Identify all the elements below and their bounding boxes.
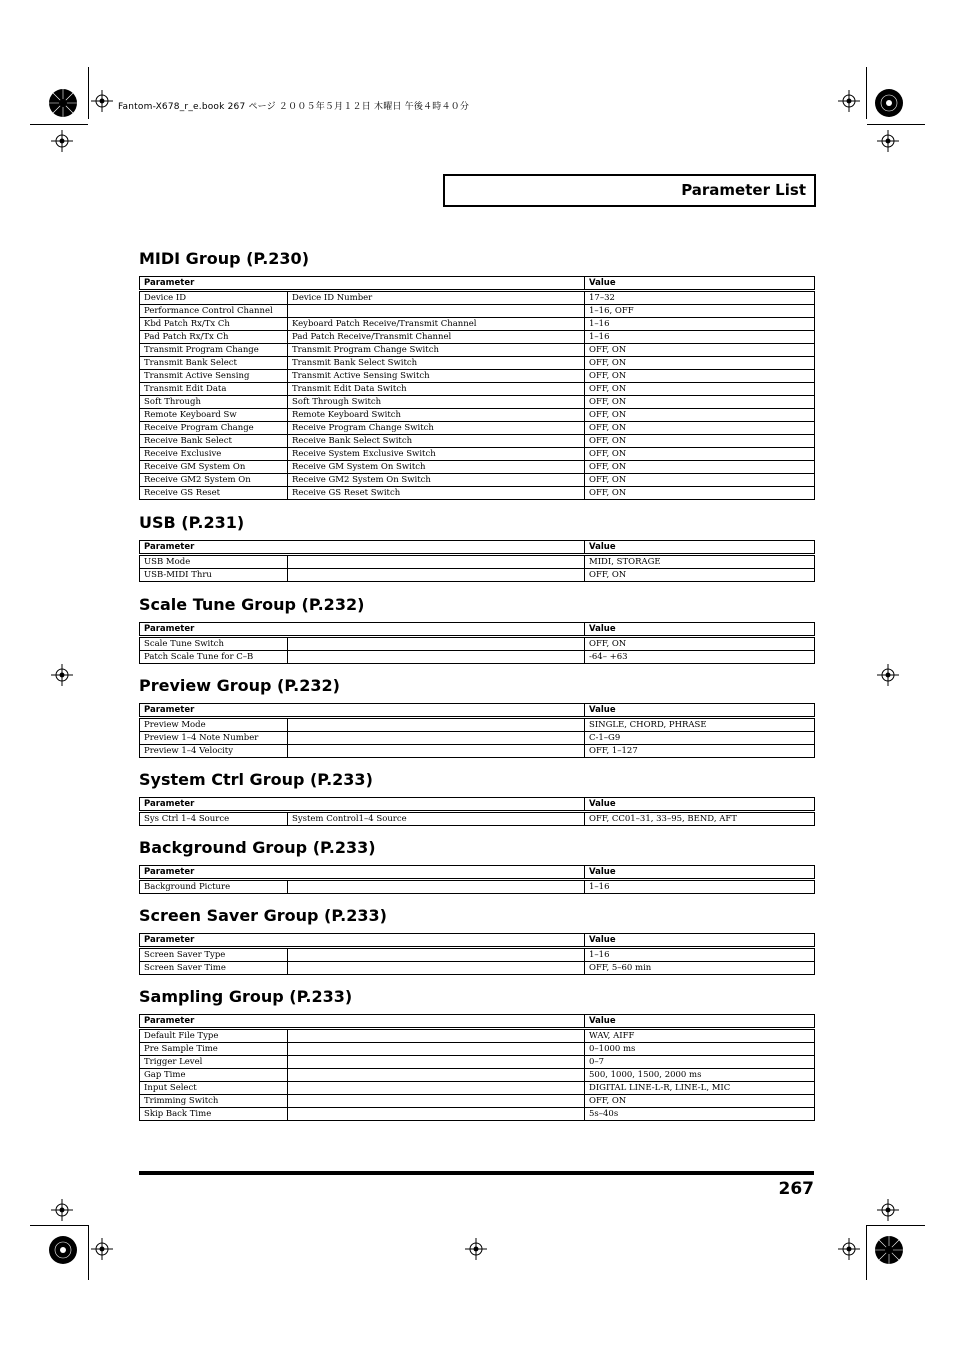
table-row <box>140 1056 815 1069</box>
column-header-parameter: Parameter <box>140 623 288 637</box>
parameter-value-cell: OFF, ON <box>585 357 815 370</box>
screen-saver-parameter-table <box>139 933 815 975</box>
table-row <box>140 448 815 461</box>
table-row <box>140 948 815 962</box>
parameter-description-cell: Receive Bank Select Switch <box>288 435 585 448</box>
parameter-name-cell: Preview 1–4 Note Number <box>140 732 288 745</box>
table-row <box>140 637 815 651</box>
parameter-name-cell: Receive GS Reset <box>140 487 288 500</box>
parameter-description-cell <box>288 651 585 664</box>
column-header-value: Value <box>585 623 815 637</box>
table-row <box>140 383 815 396</box>
table-row <box>140 370 815 383</box>
parameter-name-cell: Remote Keyboard Sw <box>140 409 288 422</box>
parameter-value-cell: 1–16 <box>585 318 815 331</box>
parameter-name-cell: Skip Back Time <box>140 1108 288 1121</box>
sampling-parameter-table <box>139 1014 815 1121</box>
table-row <box>140 305 815 318</box>
parameter-value-cell: 0–1000 ms <box>585 1043 815 1056</box>
parameter-name-cell: Screen Saver Time <box>140 962 288 975</box>
parameter-value-cell: MIDI, STORAGE <box>585 555 815 569</box>
parameter-value-cell: OFF, ON <box>585 474 815 487</box>
parameter-description-cell: Soft Through Switch <box>288 396 585 409</box>
parameter-value-cell: 0–7 <box>585 1056 815 1069</box>
column-header-value: Value <box>585 934 815 948</box>
parameter-description-cell: Receive GM System On Switch <box>288 461 585 474</box>
table-row <box>140 461 815 474</box>
parameter-name-cell: Pad Patch Rx/Tx Ch <box>140 331 288 344</box>
registration-mark-icon <box>877 1199 899 1221</box>
parameter-value-cell: OFF, CC01–31, 33–95, BEND, AFT <box>585 812 815 826</box>
parameter-value-cell: OFF, ON <box>585 344 815 357</box>
parameter-description-cell: Device ID Number <box>288 291 585 305</box>
table-row <box>140 474 815 487</box>
parameter-value-cell: OFF, ON <box>585 422 815 435</box>
page-number: 267 <box>778 1179 814 1199</box>
parameter-value-cell: SINGLE, CHORD, PHRASE <box>585 718 815 732</box>
parameter-value-cell: 1–16 <box>585 948 815 962</box>
registration-mark-icon <box>51 1199 73 1221</box>
table-row <box>140 396 815 409</box>
table-row <box>140 880 815 894</box>
table-row <box>140 569 815 582</box>
parameter-description-cell <box>288 555 585 569</box>
parameter-value-cell: OFF, ON <box>585 637 815 651</box>
column-header-value: Value <box>585 798 815 812</box>
column-header-parameter: Parameter <box>140 541 288 555</box>
section-title-system-ctrl: System Ctrl Group (P.233) <box>139 770 373 789</box>
parameter-description-cell <box>288 880 585 894</box>
table-row <box>140 1029 815 1043</box>
parameter-name-cell: Scale Tune Switch <box>140 637 288 651</box>
parameter-description-cell: Transmit Bank Select Switch <box>288 357 585 370</box>
column-header-value: Value <box>585 1015 815 1029</box>
column-header-parameter: Parameter <box>140 866 288 880</box>
column-header-value: Value <box>585 277 815 291</box>
parameter-name-cell: Gap Time <box>140 1069 288 1082</box>
column-header-parameter: Parameter <box>140 934 288 948</box>
parameter-name-cell: Device ID <box>140 291 288 305</box>
registration-mark-icon <box>877 130 899 152</box>
parameter-description-cell <box>288 1069 585 1082</box>
table-row <box>140 422 815 435</box>
parameter-value-cell: -64– +63 <box>585 651 815 664</box>
parameter-name-cell: Preview 1–4 Velocity <box>140 745 288 758</box>
parameter-name-cell: Receive Bank Select <box>140 435 288 448</box>
parameter-name-cell: Trimming Switch <box>140 1095 288 1108</box>
parameter-value-cell: 17–32 <box>585 291 815 305</box>
parameter-value-cell: 1–16 <box>585 880 815 894</box>
parameter-description-cell: Receive Program Change Switch <box>288 422 585 435</box>
parameter-name-cell: Preview Mode <box>140 718 288 732</box>
table-row <box>140 344 815 357</box>
parameter-name-cell: Transmit Active Sensing <box>140 370 288 383</box>
system-ctrl-parameter-table <box>139 797 815 826</box>
parameter-value-cell: C-1–G9 <box>585 732 815 745</box>
table-row <box>140 435 815 448</box>
parameter-description-cell <box>288 1043 585 1056</box>
parameter-name-cell: Kbd Patch Rx/Tx Ch <box>140 318 288 331</box>
parameter-value-cell: OFF, ON <box>585 370 815 383</box>
registration-mark-icon <box>465 1238 487 1260</box>
column-header-parameter: Parameter <box>140 704 288 718</box>
registration-mark-icon <box>838 90 860 112</box>
table-row <box>140 291 815 305</box>
table-row <box>140 732 815 745</box>
color-dial-mark-icon <box>48 1235 78 1265</box>
preview-parameter-table <box>139 703 815 758</box>
registration-mark-icon <box>91 90 113 112</box>
color-dial-mark-icon <box>874 1235 904 1265</box>
table-row <box>140 1095 815 1108</box>
parameter-description-cell: Remote Keyboard Switch <box>288 409 585 422</box>
parameter-description-cell: Transmit Edit Data Switch <box>288 383 585 396</box>
section-title-sampling: Sampling Group (P.233) <box>139 987 353 1006</box>
parameter-name-cell: Screen Saver Type <box>140 948 288 962</box>
parameter-name-cell: Performance Control Channel <box>140 305 288 318</box>
parameter-value-cell: OFF, ON <box>585 448 815 461</box>
print-info-line: Fantom-X678_r_e.book 267 ページ ２００５年５月１２日 木曜日 午後４時４０分 <box>118 102 470 112</box>
registration-mark-icon <box>51 664 73 686</box>
table-row <box>140 651 815 664</box>
parameter-value-cell: OFF, 5–60 min <box>585 962 815 975</box>
column-header-value: Value <box>585 704 815 718</box>
parameter-name-cell: Receive GM2 System On <box>140 474 288 487</box>
background-parameter-table <box>139 865 815 894</box>
table-row <box>140 962 815 975</box>
parameter-name-cell: Pre Sample Time <box>140 1043 288 1056</box>
table-row <box>140 1069 815 1082</box>
parameter-description-cell <box>288 1082 585 1095</box>
footer-rule <box>139 1171 814 1175</box>
parameter-name-cell: Receive GM System On <box>140 461 288 474</box>
parameter-name-cell: Patch Scale Tune for C–B <box>140 651 288 664</box>
table-row <box>140 812 815 826</box>
table-row <box>140 487 815 500</box>
parameter-value-cell: OFF, ON <box>585 487 815 500</box>
running-head <box>443 174 816 207</box>
parameter-description-cell: Keyboard Patch Receive/Transmit Channel <box>288 318 585 331</box>
parameter-name-cell: Transmit Bank Select <box>140 357 288 370</box>
registration-mark-icon <box>877 664 899 686</box>
parameter-description-cell <box>288 732 585 745</box>
parameter-description-cell <box>288 1056 585 1069</box>
column-header-value: Value <box>585 541 815 555</box>
section-title-scale-tune: Scale Tune Group (P.232) <box>139 595 365 614</box>
table-row <box>140 357 815 370</box>
running-head-title: Parameter List <box>681 181 806 199</box>
table-row <box>140 555 815 569</box>
parameter-description-cell <box>288 718 585 732</box>
parameter-name-cell: Soft Through <box>140 396 288 409</box>
section-title-background: Background Group (P.233) <box>139 838 376 857</box>
table-row <box>140 1043 815 1056</box>
color-dial-mark-icon <box>874 88 904 118</box>
parameter-description-cell: Pad Patch Receive/Transmit Channel <box>288 331 585 344</box>
parameter-value-cell: OFF, ON <box>585 461 815 474</box>
parameter-value-cell: 1–16 <box>585 331 815 344</box>
parameter-description-cell: Receive GM2 System On Switch <box>288 474 585 487</box>
parameter-description-cell <box>288 962 585 975</box>
parameter-description-cell <box>288 569 585 582</box>
parameter-value-cell: OFF, ON <box>585 569 815 582</box>
registration-mark-icon <box>91 1238 113 1260</box>
registration-mark-icon <box>838 1238 860 1260</box>
parameter-value-cell: OFF, ON <box>585 396 815 409</box>
parameter-name-cell: Trigger Level <box>140 1056 288 1069</box>
parameter-description-cell: Receive System Exclusive Switch <box>288 448 585 461</box>
parameter-name-cell: Sys Ctrl 1–4 Source <box>140 812 288 826</box>
parameter-value-cell: WAV, AIFF <box>585 1029 815 1043</box>
parameter-description-cell <box>288 1029 585 1043</box>
section-title-screen-saver: Screen Saver Group (P.233) <box>139 906 387 925</box>
section-title-usb: USB (P.231) <box>139 513 245 532</box>
parameter-description-cell <box>288 637 585 651</box>
parameter-name-cell: USB-MIDI Thru <box>140 569 288 582</box>
parameter-value-cell: OFF, ON <box>585 435 815 448</box>
parameter-description-cell: System Control1–4 Source <box>288 812 585 826</box>
parameter-name-cell: Input Select <box>140 1082 288 1095</box>
parameter-value-cell: 1–16, OFF <box>585 305 815 318</box>
parameter-value-cell: OFF, ON <box>585 409 815 422</box>
section-title-midi: MIDI Group (P.230) <box>139 249 309 268</box>
parameter-name-cell: Background Picture <box>140 880 288 894</box>
column-header-parameter: Parameter <box>140 798 288 812</box>
table-row <box>140 1082 815 1095</box>
midi-parameter-table <box>139 276 815 500</box>
parameter-description-cell <box>288 1108 585 1121</box>
parameter-value-cell: OFF, ON <box>585 383 815 396</box>
table-row <box>140 409 815 422</box>
table-row <box>140 1108 815 1121</box>
parameter-name-cell: Receive Program Change <box>140 422 288 435</box>
parameter-description-cell: Transmit Active Sensing Switch <box>288 370 585 383</box>
parameter-description-cell <box>288 948 585 962</box>
parameter-description-cell: Receive GS Reset Switch <box>288 487 585 500</box>
parameter-value-cell: 5s–40s <box>585 1108 815 1121</box>
section-title-preview: Preview Group (P.232) <box>139 676 340 695</box>
parameter-name-cell: Receive Exclusive <box>140 448 288 461</box>
table-row <box>140 318 815 331</box>
parameter-value-cell: OFF, 1–127 <box>585 745 815 758</box>
parameter-value-cell: 500, 1000, 1500, 2000 ms <box>585 1069 815 1082</box>
parameter-name-cell: Transmit Program Change <box>140 344 288 357</box>
table-row <box>140 331 815 344</box>
parameter-value-cell: DIGITAL LINE-L-R, LINE-L, MIC <box>585 1082 815 1095</box>
column-header-parameter: Parameter <box>140 277 288 291</box>
parameter-name-cell: USB Mode <box>140 555 288 569</box>
parameter-description-cell <box>288 745 585 758</box>
column-header-value: Value <box>585 866 815 880</box>
parameter-description-cell: Transmit Program Change Switch <box>288 344 585 357</box>
parameter-name-cell: Default File Type <box>140 1029 288 1043</box>
color-dial-mark-icon <box>48 88 78 118</box>
parameter-value-cell: OFF, ON <box>585 1095 815 1108</box>
parameter-name-cell: Transmit Edit Data <box>140 383 288 396</box>
registration-mark-icon <box>51 130 73 152</box>
parameter-description-cell <box>288 1095 585 1108</box>
parameter-description-cell <box>288 305 585 318</box>
usb-parameter-table <box>139 540 815 582</box>
scale-tune-parameter-table <box>139 622 815 664</box>
table-row <box>140 718 815 732</box>
table-row <box>140 745 815 758</box>
column-header-parameter: Parameter <box>140 1015 288 1029</box>
